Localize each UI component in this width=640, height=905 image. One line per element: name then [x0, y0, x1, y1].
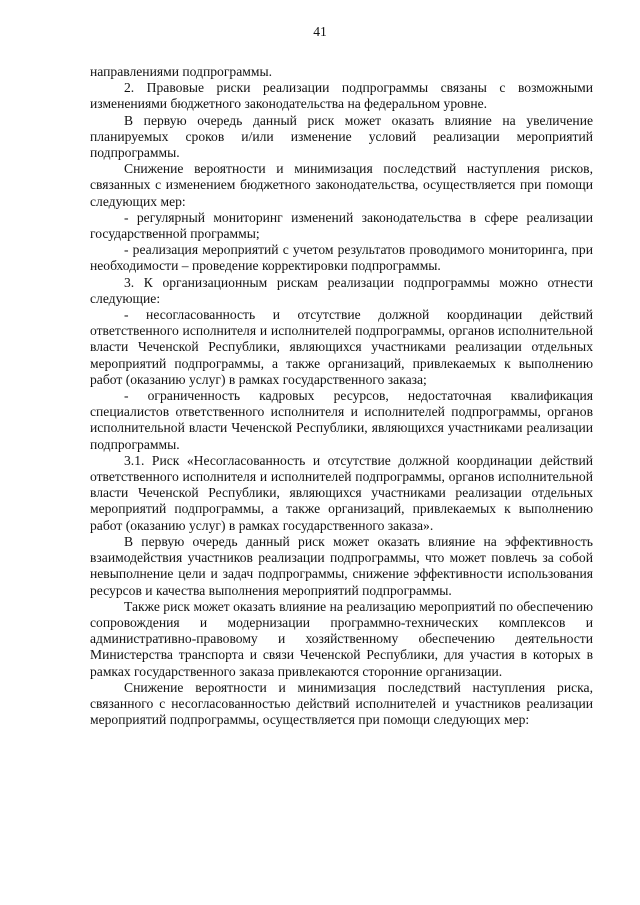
- paragraph-6: - реализация мероприятий с учетом результатов проводимого мониторинга, при необходимости – проведение корректировки подпрограммы.: [90, 242, 593, 274]
- paragraph-8: - несогласованность и отсутствие должной координации действий ответственного исполнителя и исполнителей подпрограммы, органов исполнительной власти Чеченской Республики, являющихся участниками реализации отдельных мероприятий подпрограммы, а также организаций, привлекаемых к выполнению работ (оказанию услуг) в рамках государственного заказа;: [90, 307, 593, 387]
- paragraph-3: В первую очередь данный риск может оказать влияние на увеличение планируемых сроков и/или изменение условий реализации мероприятий подпрограммы.: [90, 112, 593, 161]
- document-body: [90, 64, 593, 728]
- page-number: 41: [313, 24, 327, 39]
- paragraph-5: - регулярный мониторинг изменений законодательства в сфере реализации государственной программы;: [90, 209, 593, 242]
- paragraph-13: Снижение вероятности и минимизация последствий наступления риска, связанного с несогласованностью действий исполнителей и участников реализации мероприятий подпрограммы, осуществляется при помощи следующих мер:: [90, 679, 593, 728]
- paragraph-2: 2. Правовые риски реализации подпрограммы связаны с возможными изменениями бюджетного законодательства на федеральном уровне.: [90, 80, 593, 112]
- paragraph-7: 3. К организационным рискам реализации подпрограммы можно отнести следующие:: [90, 274, 593, 306]
- paragraph-11: В первую очередь данный риск может оказать влияние на эффективность взаимодействия участников реализации подпрограммы, что может повлечь за собой невыполнение цели и задач подпрограммы, снижение эффективности использования ресурсов и качества выполнения мероприятий подпрограммы.: [90, 533, 593, 598]
- paragraph-9: - ограниченность кадровых ресурсов, недостаточная квалификация специалистов ответственного исполнителя и исполнителей подпрограммы, органов исполнительной власти Чеченской Республики, являющихся участниками реализации подпрограммы.: [90, 388, 593, 452]
- paragraph-12: Также риск может оказать влияние на реализацию мероприятий по обеспечению сопровождения и модернизации программно-технических комплексов и административно-правовому и хозяйственному обеспечению деятельности Министерства транспорта и связи Чеченской Республики, для участия в которых в рамках государственного заказа привлекаются сторонние организации.: [90, 598, 593, 679]
- paragraph-1: направлениями подпрограммы.: [90, 64, 272, 79]
- paragraph-10: 3.1. Риск «Несогласованность и отсутствие должной координации действий ответственного исполнителя и исполнителей подпрограммы, органов исполнительной власти Чеченской Республики, являющихся участниками реализации отдельных мероприятий подпрограммы, а также организаций, привлекаемых к выполнению работ (оказанию услуг) в рамках государственного заказа».: [90, 452, 593, 533]
- paragraph-4: Снижение вероятности и минимизация последствий наступления рисков, связанных с изменением бюджетного законодательства, осуществляется при помощи следующих мер:: [90, 161, 593, 209]
